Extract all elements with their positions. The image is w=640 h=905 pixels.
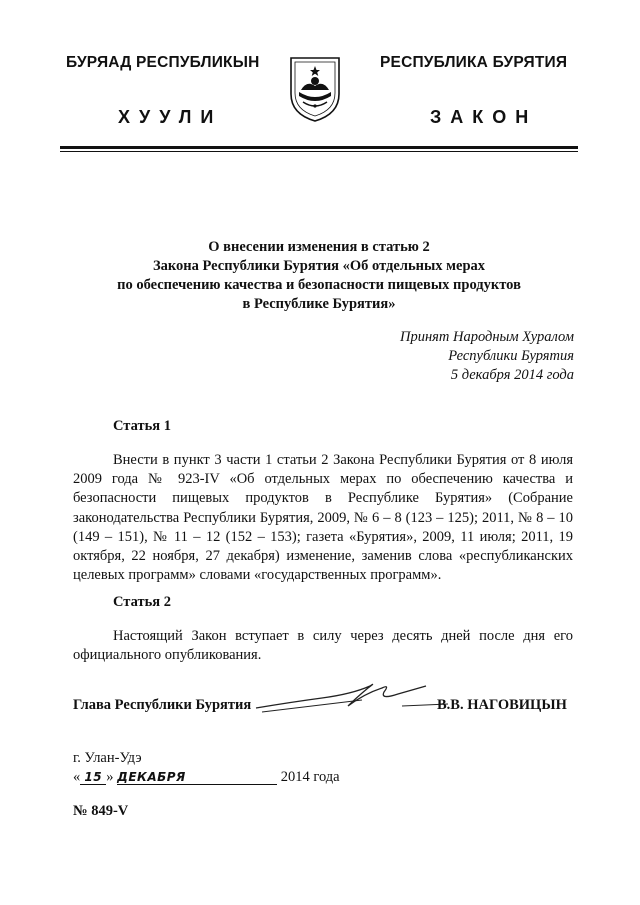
date-day: 15 (80, 770, 106, 785)
article-2-text: Настоящий Закон вступает в силу через десять дней после дня его официального опубликования. (73, 628, 573, 664)
law-title (60, 238, 578, 314)
date-close-quote: » (106, 769, 114, 785)
handwritten-signature (252, 672, 452, 720)
adoption-note-line: Принят Народным Хуралом (399, 329, 574, 345)
law-title-line: по обеспечению качества и безопасности пищевых продуктов (117, 277, 521, 293)
article-1-text: Внести в пункт 3 части 1 статьи 2 Закона Республики Бурятия от 8 июля 2009 года № 923-IV «Об отдельных мерах по обеспечению качества и безопасности пищевых продуктов в Республике Бурятия» (Собрание законодательства Республики Бурятия, 2009, № 6 – 8 (123 – 125); 2011, № 8 – 10 (149 – 151), № 11 – 12 (152 – 153); газета «Бурятия», 2009, 11 июля; 2011, 19 октября, 22 ноября, 27 декабря) изменение, заменив слова «республиканских целевых программ» словами «государственных программ». (73, 452, 573, 584)
date-year: 2014 года (280, 769, 340, 785)
date-open-quote: « (73, 769, 81, 785)
signatory-title: Глава Республики Бурятия (73, 697, 252, 713)
law-number: № 849-V (73, 803, 129, 819)
adoption-note (400, 328, 574, 385)
signing-city: г. Улан-Удэ (73, 750, 142, 766)
header-divider-thick (60, 146, 578, 149)
header-divider-thin (60, 151, 578, 152)
header-right-title: РЕСПУБЛИКА БУРЯТИЯ (380, 54, 568, 71)
header-left-title: БУРЯАД РЕСПУБЛИКЫН (66, 54, 260, 71)
signing-date (73, 769, 340, 786)
adoption-note-line: 5 декабря 2014 года (450, 367, 574, 383)
article-2-heading: Статья 2 (113, 594, 171, 610)
signatory-name: В.В. НАГОВИЦЫН (437, 697, 567, 713)
date-month: ДЕКАБРЯ (117, 770, 277, 785)
law-title-line: О внесении изменения в статью 2 (208, 239, 430, 255)
header-left-doc-type: ХУУЛИ (118, 107, 223, 127)
article-1-heading: Статья 1 (113, 418, 171, 434)
header-right-doc-type: ЗАКОН (430, 107, 538, 127)
adoption-note-line: Республики Бурятия (448, 348, 574, 364)
law-title-line: Закона Республики Бурятия «Об отдельных мерах (152, 258, 486, 274)
coat-of-arms-icon (287, 54, 343, 124)
law-title-line: в Республике Бурятия» (242, 296, 396, 312)
